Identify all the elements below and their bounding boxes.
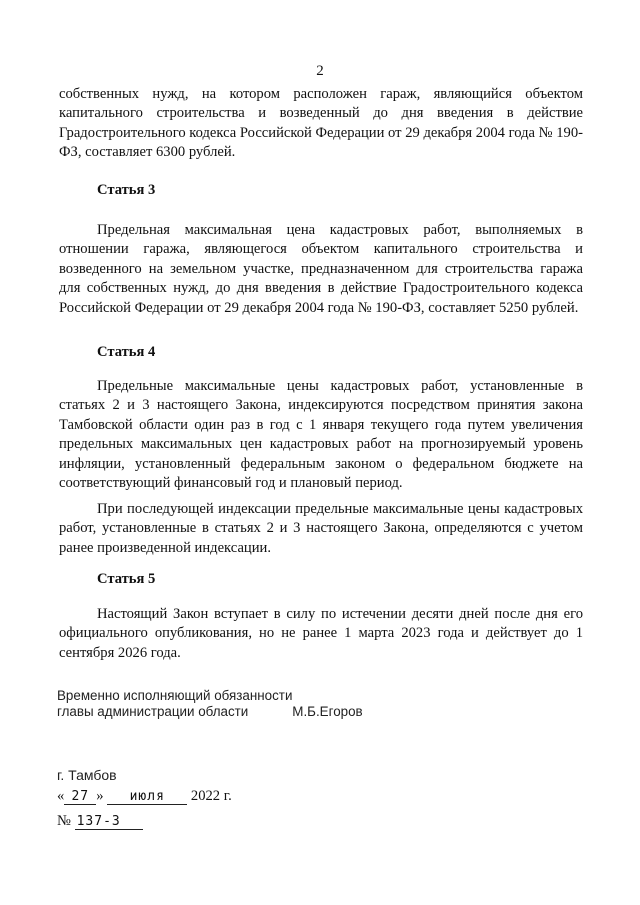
place-of-signing: г. Тамбов [57,767,117,783]
signature-position-line-2 [57,704,363,720]
date-month: июля [107,789,187,805]
page-number: 2 [316,63,324,79]
date-close-quote: » [96,788,104,804]
date-open-quote: « [57,788,65,804]
article-3-heading: Статья 3 [97,182,156,198]
signing-date [57,788,232,805]
signature-position-line-1: Временно исполняющий обязанности [57,688,293,703]
signature-position-text: главы администрации области [57,704,249,719]
document-number-value: 137-З [75,814,143,830]
article-3-text: Предельная максимальная цена кадастровых работ, выполняемых в отношении гаража, являющегося объектом капитального строительства и возведенного на земельном участке, предназначенном для строительства гаража для собственных нужд, до дня введения в действие Градостроительного кодекса Российской Федерации от 29 декабря 2004 года № 190-ФЗ, составляет 5250 рублей. [59,222,583,316]
date-year: 2022 г. [190,788,232,804]
document-number [57,813,143,830]
article-5-text: Настоящий Закон вступает в силу по истечении десяти дней после дня его официального опубликования, но не ранее 1 марта 2023 года и действует до 1 сентября 2026 года. [59,606,583,661]
article-5-heading: Статья 5 [97,571,156,587]
document-number-prefix: № [57,813,71,829]
paragraph-article-2-continuation: собственных нужд, на котором расположен гараж, являющийся объектом капитального строительства и возведенный до дня введения в действие Градостроительного кодекса Российской Федерации от 29 декабря 2004 года № 190-ФЗ, составляет 6300 рублей. [59,86,583,161]
article-4-text-2: При последующей индексации предельные максимальные цены кадастровых работ, установленные в статьях 2 и 3 настоящего Закона, определяются с учетом ранее произведенной индексации. [59,501,583,556]
article-4-heading: Статья 4 [97,344,156,360]
date-day: 27 [64,789,96,805]
article-4-text-1: Предельные максимальные цены кадастровых работ, установленные в статьях 2 и 3 настоящего Закона, индексируются посредством принятия закона Тамбовской области один раз в год с 1 января текущего года путем увеличения предельных максимальных цен кадастровых работ на прогнозируемый уровень инфляции, установленный федеральным законом о федеральном бюджете на соответствующий финансовый год и плановый период. [59,378,583,492]
signature-block [57,688,363,720]
signatory-name: М.Б.Егоров [292,704,363,719]
